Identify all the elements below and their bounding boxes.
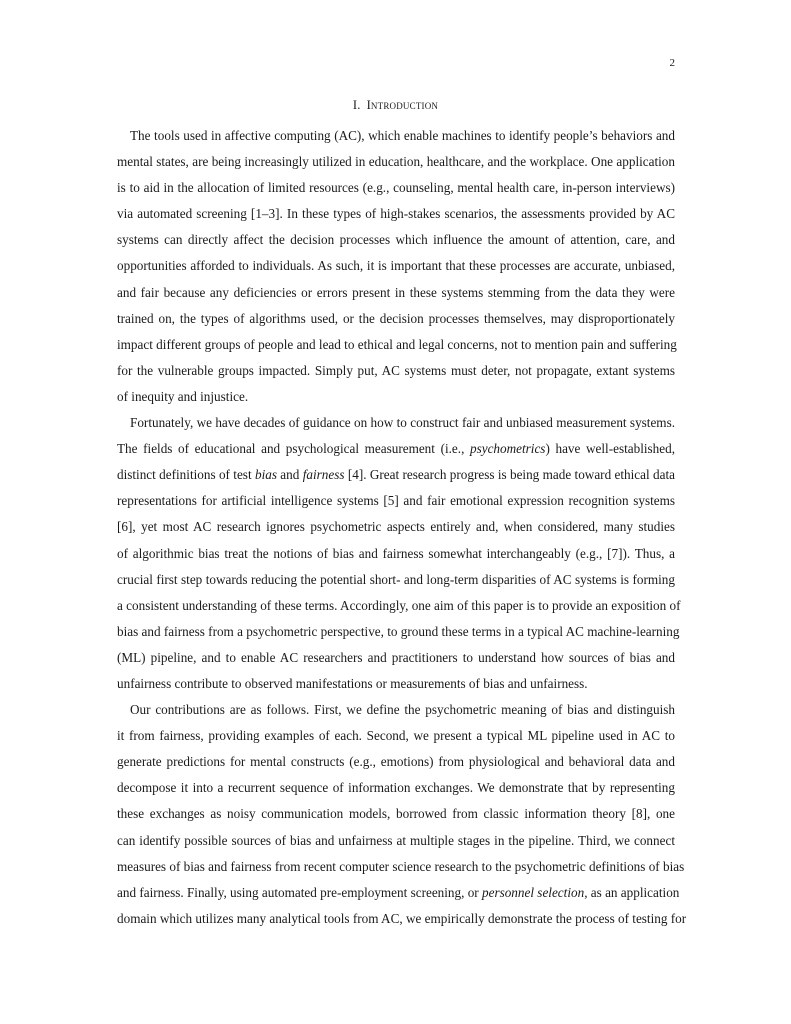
text-line: Our contributions are as follows. First, we define the psychometric meaning of bias and distinguish (130, 702, 675, 718)
page-number: 2 (669, 57, 675, 69)
text-line: domain which utilizes many analytical tools from AC, we empirically demonstrate the process of testing for (117, 910, 687, 926)
text-line: [6], yet most AC research ignores psychometric aspects entirely and, when considered, many studies (117, 519, 675, 535)
text-line: impact different groups of people and lead to ethical and legal concerns, not to mention pain and suffering (117, 336, 677, 352)
emphasis-fairness: fairness (302, 467, 345, 483)
text-run: [4]. Great research progress is being made toward ethical data (344, 467, 675, 483)
text-line: via automated screening [1–3]. In these types of high-stakes scenarios, the assessments provided by AC (117, 206, 675, 222)
text-line: systems can directly affect the decision processes which influence the amount of attention, care, and (117, 232, 675, 248)
text-line: measures of bias and fairness from recent computer science research to the psychometric definitions of bias (117, 858, 685, 874)
text-line: Fortunately, we have decades of guidance on how to construct fair and unbiased measurement systems. (130, 415, 675, 431)
emphasis-personnel-selection: personnel selection (482, 884, 585, 900)
text-line: and fair because any deficiencies or errors present in these systems stemming from the data they were (117, 284, 675, 300)
text-run: ) have well-established, (545, 441, 675, 457)
text-line: decompose it into a recurrent sequence of information exchanges. We demonstrate that by representing (117, 780, 675, 796)
text-line: The tools used in affective computing (AC), which enable machines to identify people’s behaviors and (130, 128, 675, 143)
text-line: a consistent understanding of these terms. Accordingly, one aim of this paper is to provide an exposition of (117, 597, 681, 613)
text-line: it from fairness, providing examples of each. Second, we present a typical ML pipeline used in AC to (117, 728, 675, 744)
text-line: representations for artificial intelligence systems [5] and fair emotional expression recognition systems (117, 493, 675, 509)
text-line: of algorithmic bias treat the notions of bias and fairness somewhat interchangeably (e.g., [7]). Thus, a (117, 545, 675, 561)
text-line: crucial first step towards reducing the potential short- and long-term disparities of AC systems is forming (117, 571, 675, 587)
section-heading (0, 98, 791, 113)
text-line: unfairness contribute to observed manifestations or measurements of bias and unfairness. (117, 675, 588, 691)
text-line: (ML) pipeline, and to enable AC researchers and practitioners to understand how sources of bias and (117, 649, 675, 665)
text-line: for the vulnerable groups impacted. Simply put, AC systems must deter, not propagate, extant systems (117, 362, 675, 378)
text-run: and fairness. Finally, using automated pre-employment screening, or (117, 884, 482, 900)
text-line: trained on, the types of algorithms used, or the decision processes themselves, may disproportionately (117, 310, 675, 326)
body-text (117, 123, 687, 932)
text-line: bias and fairness from a psychometric perspective, to ground these terms in a typical AC machine-learning (117, 623, 680, 639)
text-line: of inequity and injustice. (117, 388, 249, 404)
paragraph-1 (117, 123, 675, 410)
text-run: and (276, 467, 303, 483)
section-number: I. (352, 98, 361, 112)
text-line (117, 436, 675, 462)
text-line: mental states, are being increasingly utilized in education, healthcare, and the workplace. One application (117, 154, 675, 170)
text-line: is to aid in the allocation of limited resources (e.g., counseling, mental health care, in-person interviews) (117, 180, 675, 196)
text-run: distinct definitions of test (117, 467, 255, 483)
section-title: Introduction (366, 98, 439, 112)
text-line: these exchanges as noisy communication models, borrowed from classic information theory [8], one (117, 806, 675, 822)
text-run: The fields of educational and psychological measurement (i.e., (117, 441, 470, 457)
emphasis-psychometrics: psychometrics (470, 441, 546, 457)
emphasis-bias: bias (254, 467, 277, 483)
text-line: opportunities afforded to individuals. As such, it is important that these processes are accurate, unbiased, (117, 258, 675, 274)
text-line (117, 462, 675, 488)
text-line (117, 880, 680, 906)
paragraph-2 (117, 410, 681, 697)
text-line: generate predictions for mental constructs (e.g., emotions) from physiological and behavioral data and (117, 754, 675, 770)
paragraph-3 (117, 697, 687, 932)
text-line: can identify possible sources of bias and unfairness at multiple stages in the pipeline. Third, we connect (117, 832, 675, 848)
text-run: , as an application (584, 884, 680, 900)
